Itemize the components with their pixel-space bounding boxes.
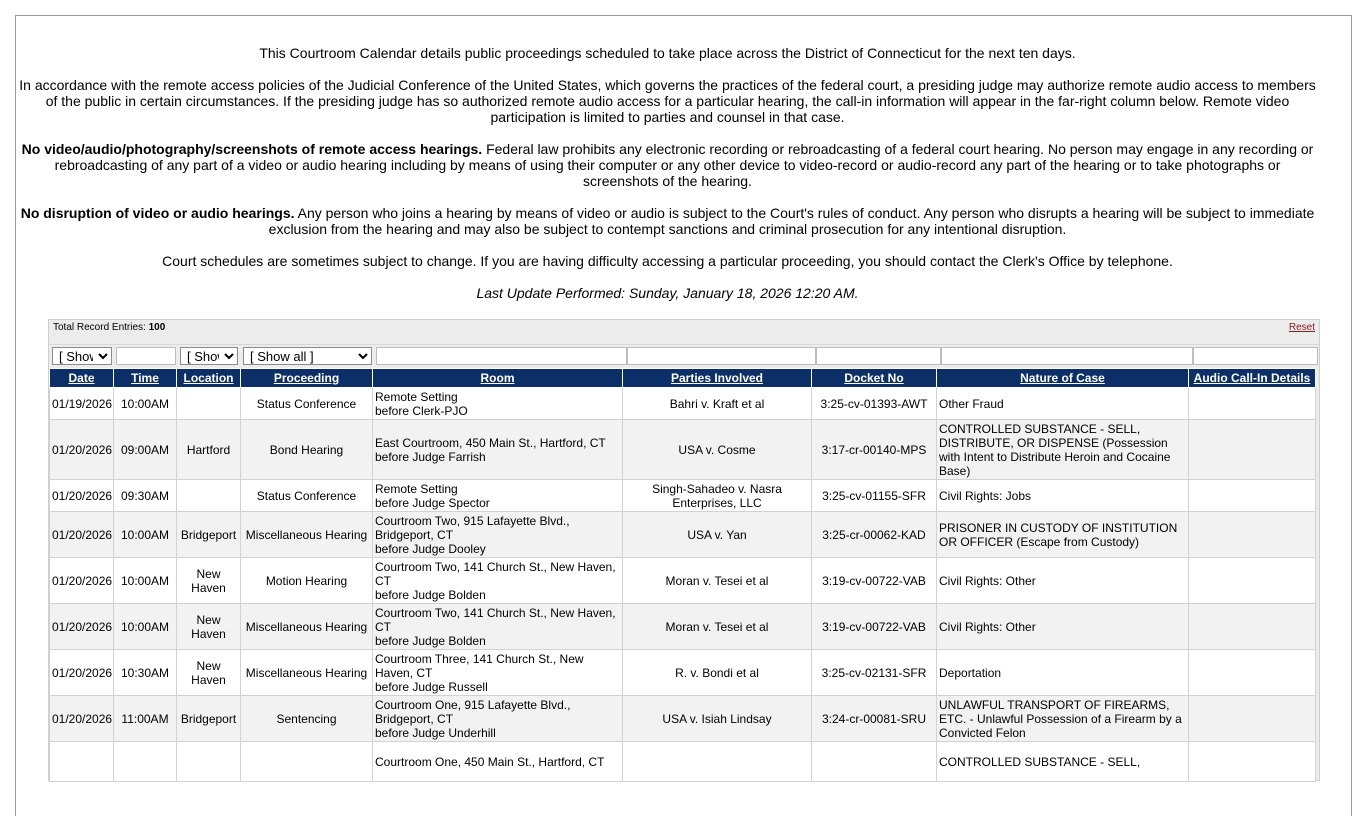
cell-location: New Haven [177, 650, 241, 696]
col-header-docket[interactable]: Docket No [812, 369, 937, 388]
cell-audio [1189, 388, 1316, 420]
cell-proceeding: Miscellaneous Hearing [241, 512, 373, 558]
cell-date: 01/19/2026 [50, 388, 114, 420]
cell-proceeding: Miscellaneous Hearing [241, 650, 373, 696]
room-judge: before Judge Farrish [375, 449, 486, 464]
cell-proceeding: Motion Hearing [241, 558, 373, 604]
cell-audio [1189, 420, 1316, 480]
cell-nature: PRISONER IN CUSTODY OF INSTITUTION OR OFFICER (Escape from Custody) [937, 512, 1189, 558]
cell-time: 09:30AM [114, 480, 177, 512]
cell-room [373, 604, 623, 650]
intro-paragraph-schedule-change [16, 253, 1319, 269]
cell-proceeding [241, 742, 373, 782]
intro-paragraph-no-disruption [16, 205, 1319, 237]
cell-date: 01/20/2026 [50, 420, 114, 480]
col-header-location[interactable]: Location [177, 369, 241, 388]
filter-audio-input[interactable] [1193, 347, 1318, 365]
filter-nature-input[interactable] [941, 347, 1193, 365]
table-row [50, 480, 1316, 512]
col-header-time[interactable]: Time [114, 369, 177, 388]
cell-proceeding: Sentencing [241, 696, 373, 742]
col-header-nature[interactable]: Nature of Case [937, 369, 1189, 388]
cell-docket: 3:19-cv-00722-VAB [812, 558, 937, 604]
table-row [50, 650, 1316, 696]
intro-text-remote-access: In accordance with the remote access policies of the Judicial Conference of the United States, which governs the practices of the federal court, a presiding judge may authorize remote audio access to members of the public in certain circumstances. If the presiding judge has so authorized remote audio access for a particular hearing, the call-in information will appear in the far-right column below. Remote video participation is limited to parties and counsel in that case. [19, 77, 1316, 125]
col-header-room[interactable]: Room [373, 369, 623, 388]
table-row [50, 388, 1316, 420]
grid-topbar [49, 320, 1319, 342]
cell-parties: R. v. Bondi et al [623, 650, 812, 696]
cell-location: Bridgeport [177, 696, 241, 742]
intro-text-no-recording: Federal law prohibits any electronic recording or rebroadcasting of a federal court hearing. No person may engage in any recording or rebroadcasting of any part of a video or audio hearing including by means of using their computer or any other device to video-record or audio-record any part of the hearing or to take photographs or screenshots of the hearing. [54, 141, 1314, 189]
col-header-audio[interactable]: Audio Call-In Details [1189, 369, 1316, 388]
room-judge: before Judge Spector [375, 495, 490, 510]
cell-audio [1189, 480, 1316, 512]
cell-audio [1189, 650, 1316, 696]
cell-docket: 3:24-cr-00081-SRU [812, 696, 937, 742]
cell-time: 10:30AM [114, 650, 177, 696]
calendar-grid [48, 319, 1320, 781]
calendar-body [50, 388, 1316, 782]
cell-parties: Singh-Sahadeo v. Nasra Enterprises, LLC [623, 480, 812, 512]
filter-room-input[interactable] [376, 347, 627, 365]
cell-audio [1189, 512, 1316, 558]
room-address: Courtroom Two, 915 Lafayette Blvd., Bridgeport, CT [375, 513, 570, 542]
reset-link[interactable]: Reset [1288, 322, 1315, 333]
total-record-entries [53, 322, 165, 333]
cell-time: 10:00AM [114, 604, 177, 650]
filter-location-select[interactable] [180, 347, 238, 365]
room-address: Courtroom Three, 141 Church St., New Haven, CT [375, 651, 584, 680]
filter-proceeding-select[interactable] [243, 347, 372, 365]
cell-nature: Civil Rights: Other [937, 604, 1189, 650]
table-row [50, 558, 1316, 604]
total-label: Total Record Entries: [53, 322, 149, 333]
filter-time-input[interactable] [116, 347, 176, 365]
intro-heading-no-disruption: No disruption of video or audio hearings. [20, 205, 295, 221]
cell-audio [1189, 742, 1316, 782]
cell-nature: UNLAWFUL TRANSPORT OF FIREARMS, ETC. - Unlawful Possession of a Firearm by a Convicted Felon [937, 696, 1189, 742]
cell-location: Bridgeport [177, 512, 241, 558]
room-address: East Courtroom, 450 Main St., Hartford, CT [375, 435, 606, 450]
cell-parties: Moran v. Tesei et al [623, 604, 812, 650]
cell-date: 01/20/2026 [50, 512, 114, 558]
cell-docket: 3:17-cr-00140-MPS [812, 420, 937, 480]
intro-text-calendar: This Courtroom Calendar details public proceedings scheduled to take place across the District of Connecticut for the next ten days. [259, 45, 1076, 61]
last-update-text: Last Update Performed: Sunday, January 18, 2026 12:20 AM. [476, 285, 859, 301]
col-header-date[interactable]: Date [50, 369, 114, 388]
cell-room [373, 420, 623, 480]
cell-date: 01/20/2026 [50, 696, 114, 742]
cell-time: 10:00AM [114, 512, 177, 558]
cell-nature: CONTROLLED SUBSTANCE - SELL, [937, 742, 1189, 782]
cell-date: 01/20/2026 [50, 650, 114, 696]
cell-location: New Haven [177, 558, 241, 604]
cell-location: New Haven [177, 604, 241, 650]
cell-location [177, 742, 241, 782]
cell-proceeding: Status Conference [241, 480, 373, 512]
table-header-row [50, 369, 1316, 388]
cell-date [50, 742, 114, 782]
cell-time: 11:00AM [114, 696, 177, 742]
cell-room [373, 742, 623, 782]
intro-heading-no-recording: No video/audio/photography/screenshots of remote access hearings. [21, 141, 483, 157]
room-address: Remote Setting [375, 481, 458, 496]
cell-date: 01/20/2026 [50, 604, 114, 650]
cell-time: 09:00AM [114, 420, 177, 480]
cell-room [373, 558, 623, 604]
col-header-proceeding[interactable]: Proceeding [241, 369, 373, 388]
cell-room [373, 696, 623, 742]
cell-docket: 3:25-cv-02131-SFR [812, 650, 937, 696]
cell-parties: USA v. Cosme [623, 420, 812, 480]
last-update [16, 285, 1319, 301]
filter-docket-input[interactable] [816, 347, 941, 365]
room-judge: before Judge Underhill [375, 725, 496, 740]
intro-paragraph-remote-access [16, 77, 1319, 125]
cell-time: 10:00AM [114, 388, 177, 420]
cell-location: Hartford [177, 420, 241, 480]
room-judge: before Judge Bolden [375, 633, 486, 648]
table-row [50, 604, 1316, 650]
col-header-parties[interactable]: Parties Involved [623, 369, 812, 388]
filter-row [49, 344, 1319, 367]
room-address: Courtroom Two, 141 Church St., New Haven, CT [375, 605, 616, 634]
intro-paragraph-calendar [16, 45, 1319, 61]
cell-audio [1189, 696, 1316, 742]
room-judge: before Judge Bolden [375, 587, 486, 602]
room-address: Courtroom One, 915 Lafayette Blvd., Bridgeport, CT [375, 697, 571, 726]
cell-nature: CONTROLLED SUBSTANCE - SELL, DISTRIBUTE, OR DISPENSE (Possession with Intent to Distribute Heroin and Cocaine Base) [937, 420, 1189, 480]
filter-date-select[interactable] [52, 347, 112, 365]
table-row [50, 512, 1316, 558]
table-row [50, 420, 1316, 480]
cell-nature: Civil Rights: Other [937, 558, 1189, 604]
cell-parties: USA v. Yan [623, 512, 812, 558]
intro-paragraph-no-recording [16, 141, 1319, 189]
cell-date: 01/20/2026 [50, 480, 114, 512]
cell-date: 01/20/2026 [50, 558, 114, 604]
cell-parties: Bahri v. Kraft et al [623, 388, 812, 420]
cell-nature: Civil Rights: Jobs [937, 480, 1189, 512]
cell-parties: Moran v. Tesei et al [623, 558, 812, 604]
table-row [50, 742, 1316, 782]
cell-docket [812, 742, 937, 782]
total-count: 100 [148, 322, 166, 333]
room-judge: before Clerk-PJO [375, 403, 468, 418]
room-address: Remote Setting [375, 389, 458, 404]
cell-room [373, 512, 623, 558]
intro-text-schedule-change: Court schedules are sometimes subject to change. If you are having difficulty accessing a particular proceeding, you should contact the Clerk's Office by telephone. [162, 253, 1173, 269]
cell-time: 10:00AM [114, 558, 177, 604]
cell-docket: 3:19-cv-00722-VAB [812, 604, 937, 650]
room-address: Courtroom Two, 141 Church St., New Haven, CT [375, 559, 616, 588]
cell-nature: Other Fraud [937, 388, 1189, 420]
cell-nature: Deportation [937, 650, 1189, 696]
cell-docket: 3:25-cv-01155-SFR [812, 480, 937, 512]
cell-proceeding: Bond Hearing [241, 420, 373, 480]
cell-room [373, 480, 623, 512]
cell-audio [1189, 604, 1316, 650]
cell-audio [1189, 558, 1316, 604]
filter-parties-input[interactable] [627, 347, 816, 365]
cell-proceeding: Miscellaneous Hearing [241, 604, 373, 650]
cell-parties [623, 742, 812, 782]
cell-docket: 3:25-cr-00062-KAD [812, 512, 937, 558]
cell-location [177, 388, 241, 420]
room-address: Courtroom One, 450 Main St., Hartford, CT [375, 754, 605, 769]
room-judge: before Judge Dooley [375, 541, 486, 556]
calendar-table [49, 368, 1316, 782]
cell-parties: USA v. Isiah Lindsay [623, 696, 812, 742]
cell-location [177, 480, 241, 512]
cell-time [114, 742, 177, 782]
cell-room [373, 388, 623, 420]
intro-text-no-disruption: Any person who joins a hearing by means of video or audio is subject to the Court's rules of conduct. Any person who disrupts a hearing will be subject to immediate exclusion from the hearing and may also be subject to contempt sanctions and criminal prosecution for any intentional disruption. [268, 205, 1315, 237]
cell-docket: 3:25-cv-01393-AWT [812, 388, 937, 420]
cell-proceeding: Status Conference [241, 388, 373, 420]
cell-room [373, 650, 623, 696]
table-row [50, 696, 1316, 742]
room-judge: before Judge Russell [375, 679, 488, 694]
